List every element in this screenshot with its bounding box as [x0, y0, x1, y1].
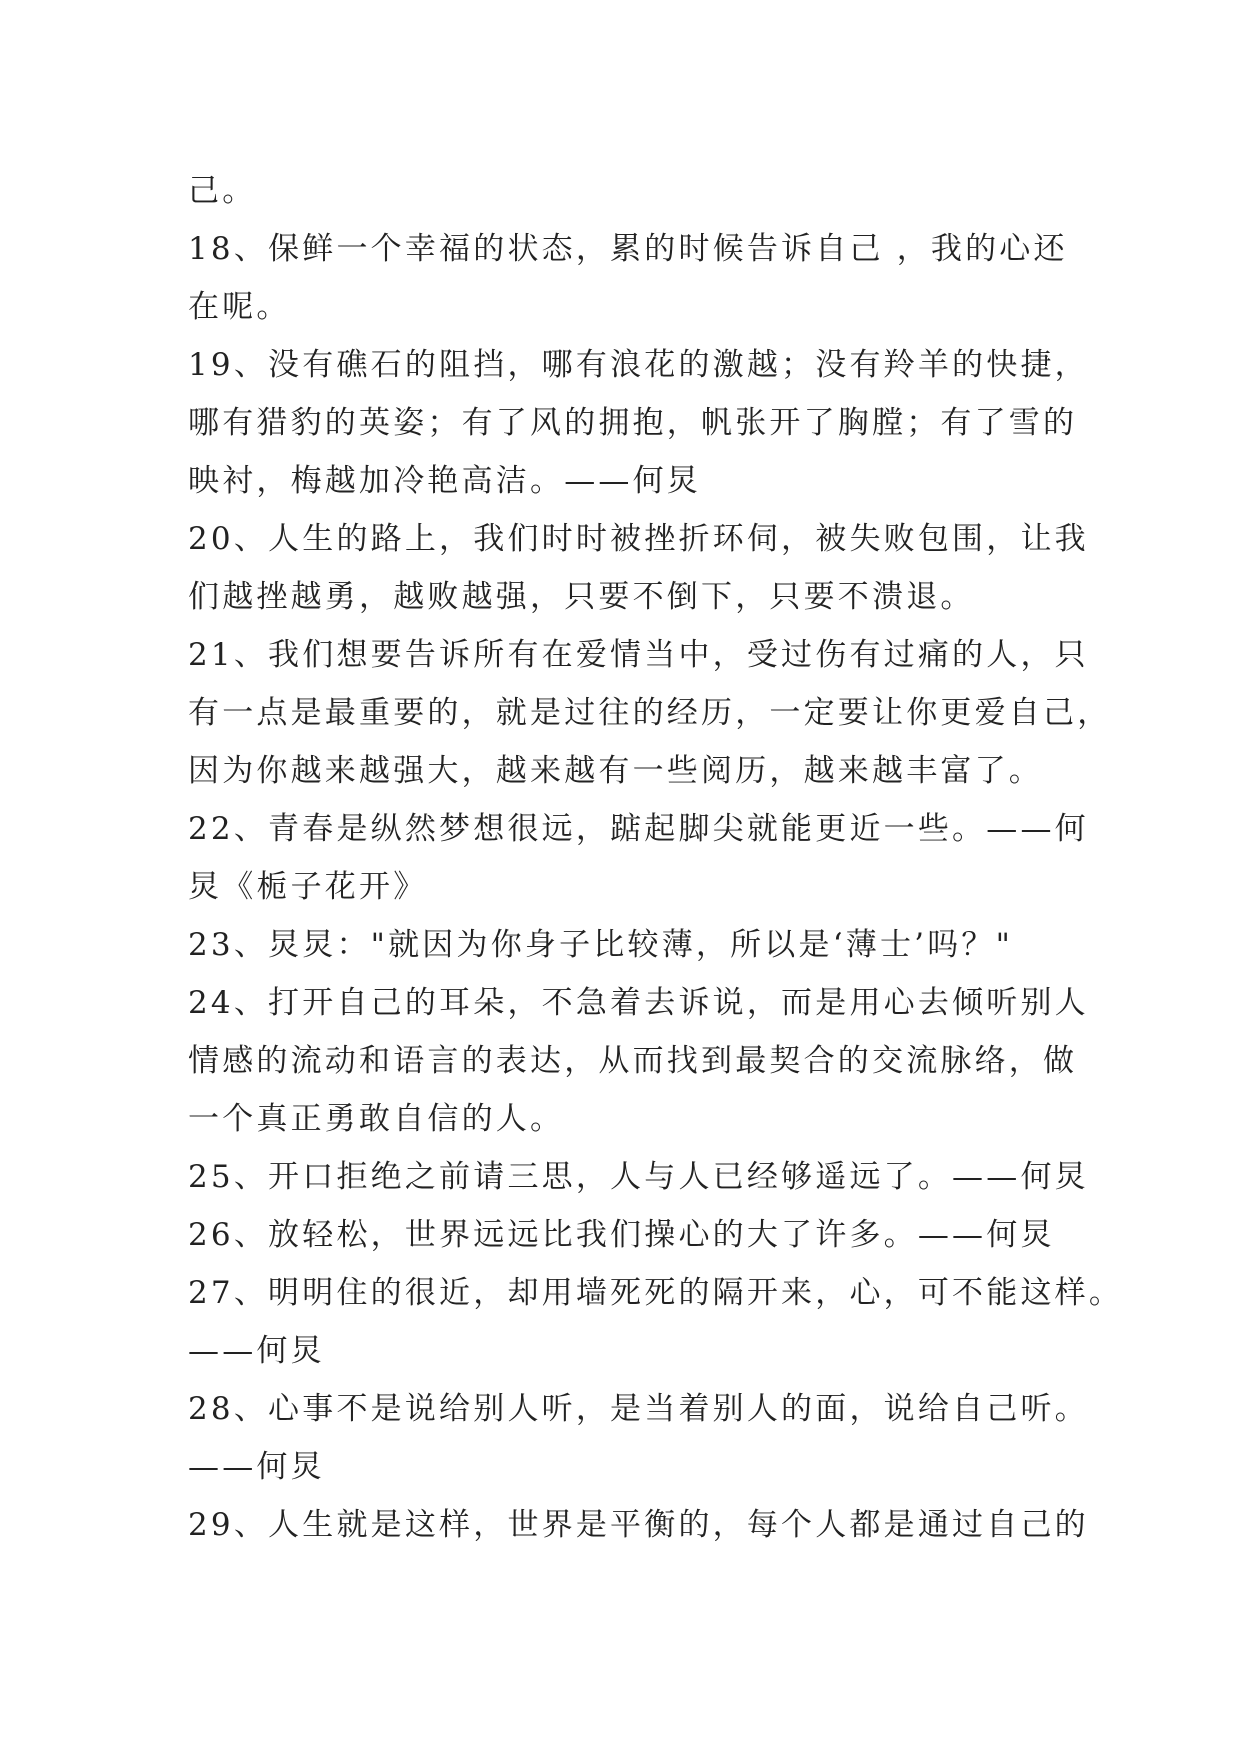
text-line: 24、打开自己的耳朵，不急着去诉说，而是用心去倾听别人 [188, 985, 1089, 1021]
text-line: 20、人生的路上，我们时时被挫折环伺，被失败包围，让我 [188, 521, 1089, 557]
text-line: 25、开口拒绝之前请三思，人与人已经够遥远了。——何炅 [188, 1159, 1089, 1195]
text-line: 在呢。 [188, 289, 291, 325]
text-line: 19、没有礁石的阻挡，哪有浪花的激越；没有羚羊的快捷， [188, 347, 1089, 383]
text-line: 映衬，梅越加冷艳高洁。——何炅 [188, 463, 701, 499]
body-text [188, 162, 1124, 1554]
text-line: 27、明明住的很近，却用墙死死的隔开来，心，可不能这样。 [188, 1275, 1124, 1311]
text-line: ——何炅 [188, 1333, 325, 1369]
text-line: 21、我们想要告诉所有在爱情当中，受过伤有过痛的人，只 [188, 637, 1089, 673]
text-line: 22、青春是纵然梦想很远，踮起脚尖就能更近一些。——何 [188, 811, 1089, 847]
text-line: 情感的流动和语言的表达，从而找到最契合的交流脉络，做 [188, 1043, 1078, 1079]
text-line: 己。 [188, 173, 257, 209]
text-line: 23、炅炅："就因为你身子比较薄，所以是‘薄士’吗？" [188, 927, 1014, 963]
text-line: 28、心事不是说给别人听，是当着别人的面，说给自己听。 [188, 1391, 1089, 1427]
text-line: 哪有猎豹的英姿；有了风的拥抱，帆张开了胸膛；有了雪的 [188, 405, 1078, 441]
text-line: 一个真正勇敢自信的人。 [188, 1101, 565, 1137]
text-line: 18、保鲜一个幸福的状态，累的时候告诉自己 ，我的心还 [188, 231, 1068, 267]
text-line: 炅《栀子花开》 [188, 869, 428, 905]
text-line: 29、人生就是这样，世界是平衡的，每个人都是通过自己的 [188, 1507, 1089, 1543]
text-line: 们越挫越勇，越败越强，只要不倒下，只要不溃退。 [188, 579, 975, 615]
text-line: 26、放轻松，世界远远比我们操心的大了许多。——何炅 [188, 1217, 1055, 1253]
text-line: 因为你越来越强大，越来越有一些阅历，越来越丰富了。 [188, 753, 1043, 789]
text-line: ——何炅 [188, 1449, 325, 1485]
text-line: 有一点是最重要的，就是过往的经历，一定要让你更爱自己， [188, 695, 1112, 731]
